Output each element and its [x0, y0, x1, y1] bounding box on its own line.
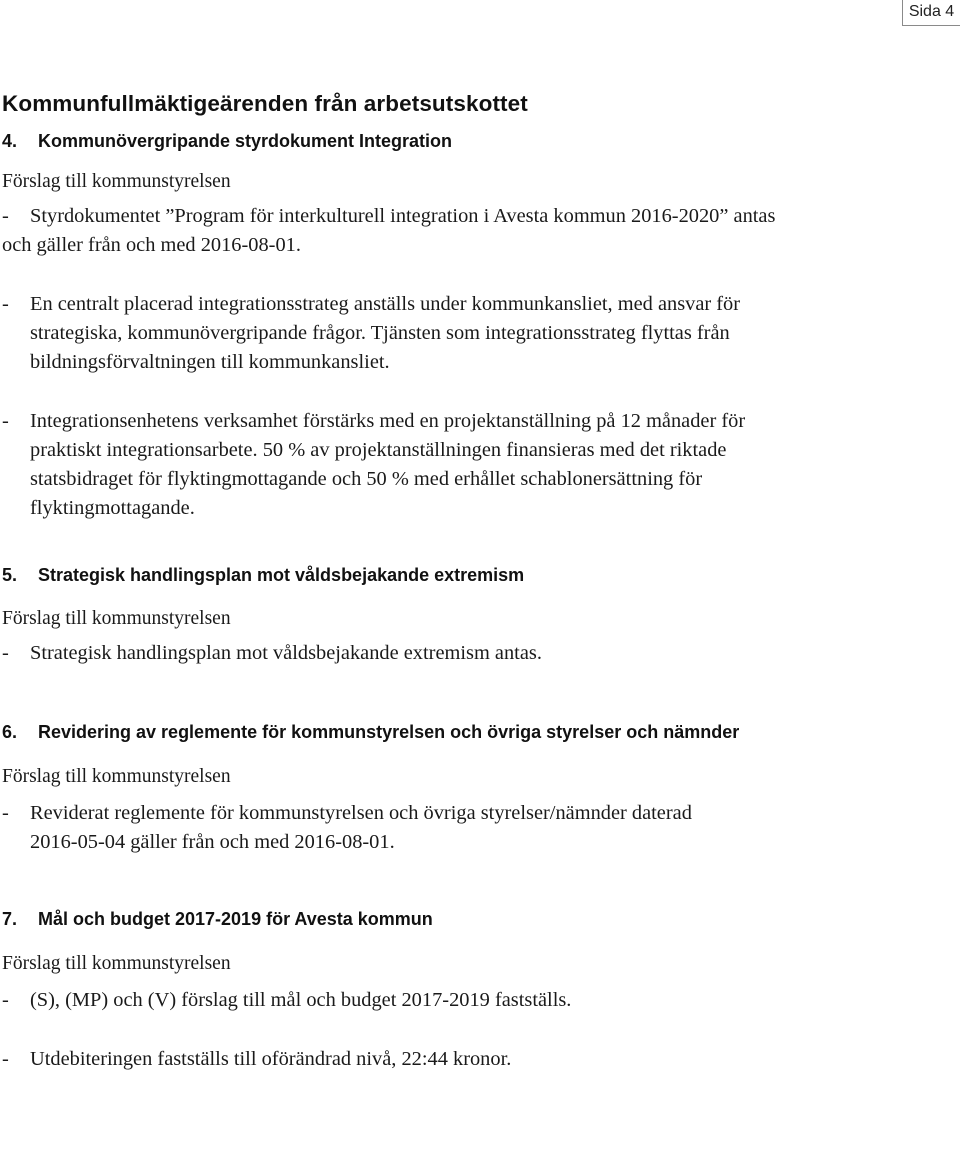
list-item: [0, 407, 932, 523]
section-title-text: Mål och budget 2017-2019 för Avesta kommun: [38, 909, 433, 929]
section-number: 4.: [2, 131, 18, 151]
list-item: [0, 290, 932, 377]
list-item-text: (S), (MP) och (V) förslag till mål och budget 2017-2019 fastställs.: [30, 989, 572, 1011]
list-item-continuation: och gäller från och med 2016-08-01.: [2, 234, 301, 256]
proposal-label: Förslag till kommunstyrelsen: [2, 608, 231, 629]
list-item-continuation: flyktingmottagande.: [30, 497, 195, 519]
section-number: 5.: [2, 565, 18, 585]
list-dash: -: [2, 293, 9, 315]
list-item-text: Reviderat reglemente för kommunstyrelsen och övriga styrelser/nämnder daterad: [30, 802, 692, 824]
list-item: [0, 639, 932, 668]
section-5: [0, 563, 960, 668]
list-item-continuation: bildningsförvaltningen till kommunkansliet.: [30, 351, 390, 373]
list-item-text: En centralt placerad integrationsstrateg anställs under kommunkansliet, med ansvar för: [30, 293, 741, 315]
list-dash: -: [2, 1048, 9, 1070]
proposal-label: Förslag till kommunstyrelsen: [2, 171, 231, 192]
list-item-text: Styrdokumentet ”Program för interkulturell integration i Avesta kommun 2016-2020” antas: [30, 205, 776, 227]
section-title: [0, 907, 960, 931]
list-item: [0, 202, 932, 260]
section-title-text: Strategisk handlingsplan mot våldsbejakande extremism: [38, 565, 525, 585]
list-item-text: Integrationsenhetens verksamhet förstärks med en projektanställning på 12 månader för: [30, 410, 746, 432]
list-dash: -: [2, 642, 9, 664]
list-item-continuation: statsbidraget för flyktingmottagande och 50 % med erhållet schablonersättning för: [30, 468, 703, 490]
list-item: [0, 986, 932, 1015]
list-item-text: Strategisk handlingsplan mot våldsbejakande extremism antas.: [30, 642, 542, 664]
list-dash: -: [2, 989, 9, 1011]
list-item: [0, 1045, 932, 1074]
section-title: [0, 129, 960, 153]
section-title-text: Revidering av reglemente för kommunstyrelsen och övriga styrelser och nämnder: [38, 722, 740, 742]
section-title: [0, 720, 960, 744]
proposal-label: Förslag till kommunstyrelsen: [2, 953, 231, 974]
section-title-text: Kommunövergripande styrdokument Integration: [38, 131, 453, 151]
document-body: [0, 88, 960, 1074]
section-number: 7.: [2, 909, 18, 929]
section-number: 6.: [2, 722, 18, 742]
list-item-continuation: strategiska, kommunövergripande frågor. Tjänsten som integrationsstrateg flyttas från: [30, 322, 730, 344]
list-item-continuation: 2016-05-04 gäller från och med 2016-08-01.: [30, 831, 395, 853]
section-6: [0, 720, 960, 857]
section-title: [0, 563, 960, 587]
section-7: [0, 907, 960, 1074]
list-item-text: Utdebiteringen fastställs till oförändrad nivå, 22:44 kronor.: [30, 1048, 512, 1070]
list-dash: -: [2, 410, 9, 432]
list-dash: -: [2, 802, 9, 824]
list-item: [0, 799, 932, 857]
list-dash: -: [2, 205, 9, 227]
list-item-continuation: praktiskt integrationsarbete. 50 % av projektanställningen finansieras med det riktade: [30, 439, 727, 461]
page-heading: Kommunfullmäktigeärenden från arbetsutskottet: [2, 91, 528, 116]
page-number-label: Sida 4: [902, 0, 960, 26]
proposal-label: Förslag till kommunstyrelsen: [2, 766, 231, 787]
section-4: [0, 129, 960, 523]
